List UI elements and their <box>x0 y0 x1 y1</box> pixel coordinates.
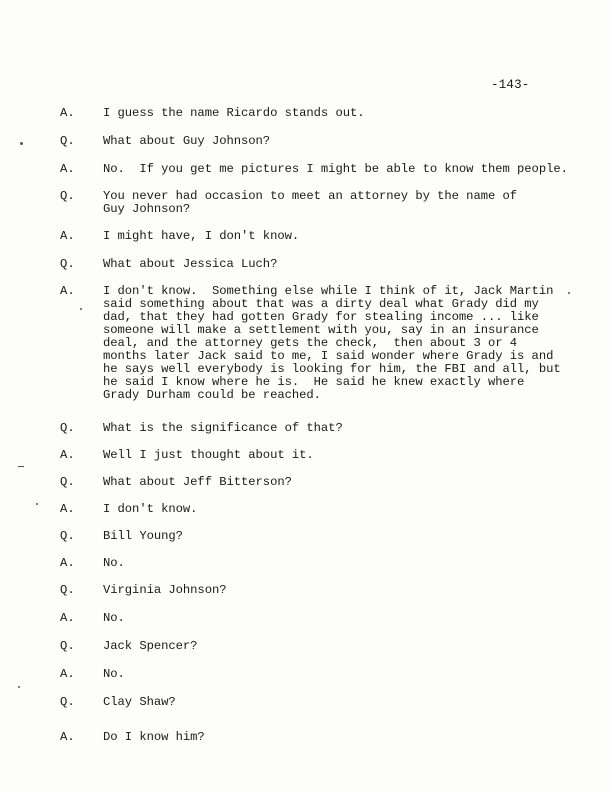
speaker-label: A. <box>60 106 75 120</box>
speaker-label: Q. <box>60 475 75 489</box>
scan-speck <box>18 466 24 467</box>
scan-speck <box>36 503 38 505</box>
page-number: -143- <box>491 78 530 92</box>
speaker-label: Q. <box>60 257 75 271</box>
entry-text: What about Jeff Bitterson? <box>103 475 292 489</box>
scan-speck <box>18 686 20 688</box>
entry-text: You never had occasion to meet an attorney by the name of Guy Johnson? <box>103 189 518 216</box>
speaker-label: A. <box>60 667 75 681</box>
speaker-label: A. <box>60 556 75 570</box>
entry-text: What about Guy Johnson? <box>103 134 271 148</box>
speaker-label: Q. <box>60 189 75 203</box>
entry-text: I guess the name Ricardo stands out. <box>103 106 365 120</box>
speaker-label: Q. <box>60 583 75 597</box>
entry-text: Jack Spencer? <box>103 639 198 653</box>
speaker-label: A. <box>60 284 75 298</box>
entry-text: No. If you get me pictures I might be able to know them people. <box>103 162 568 176</box>
entry-text: What is the significance of that? <box>103 421 343 435</box>
speaker-label: Q. <box>60 529 75 543</box>
speaker-label: A. <box>60 448 75 462</box>
entry-text: Do I know him? <box>103 730 205 744</box>
entry-text: What about Jessica Luch? <box>103 257 278 271</box>
entry-text: No. <box>103 611 125 625</box>
speaker-label: Q. <box>60 134 75 148</box>
speaker-label: A. <box>60 611 75 625</box>
scan-speck <box>20 142 23 145</box>
speaker-label: Q. <box>60 421 75 435</box>
scan-speck <box>568 292 570 294</box>
speaker-label: Q. <box>60 639 75 653</box>
speaker-label: A. <box>60 229 75 243</box>
scan-speck <box>80 308 82 310</box>
speaker-label: Q. <box>60 695 75 709</box>
entry-text: I don't know. Something else while I think of it, Jack Martin said something about that was a dirty deal what Grady did my dad, that they had gotten Grady for stealing income ... like someone will make a settlement with you, say in an insurance deal, and the attorney gets the check, then about 3 or 4 months later Jack said to me, I said wonder where Grady is and he says well everybody is looking for him, the FBI and all, but he said I know where he is. He said he knew exactly where Grady Durham could be reached. <box>103 284 561 402</box>
speaker-label: A. <box>60 730 75 744</box>
entry-text: Virginia Johnson? <box>103 583 227 597</box>
entry-text: No. <box>103 556 125 570</box>
entry-text: Clay Shaw? <box>103 695 176 709</box>
entry-text: No. <box>103 667 125 681</box>
speaker-label: A. <box>60 502 75 516</box>
entry-text: Well I just thought about it. <box>103 448 314 462</box>
entry-text: I might have, I don't know. <box>103 229 300 243</box>
entry-text: I don't know. <box>103 502 198 516</box>
speaker-label: A. <box>60 162 75 176</box>
entry-text: Bill Young? <box>103 529 183 543</box>
